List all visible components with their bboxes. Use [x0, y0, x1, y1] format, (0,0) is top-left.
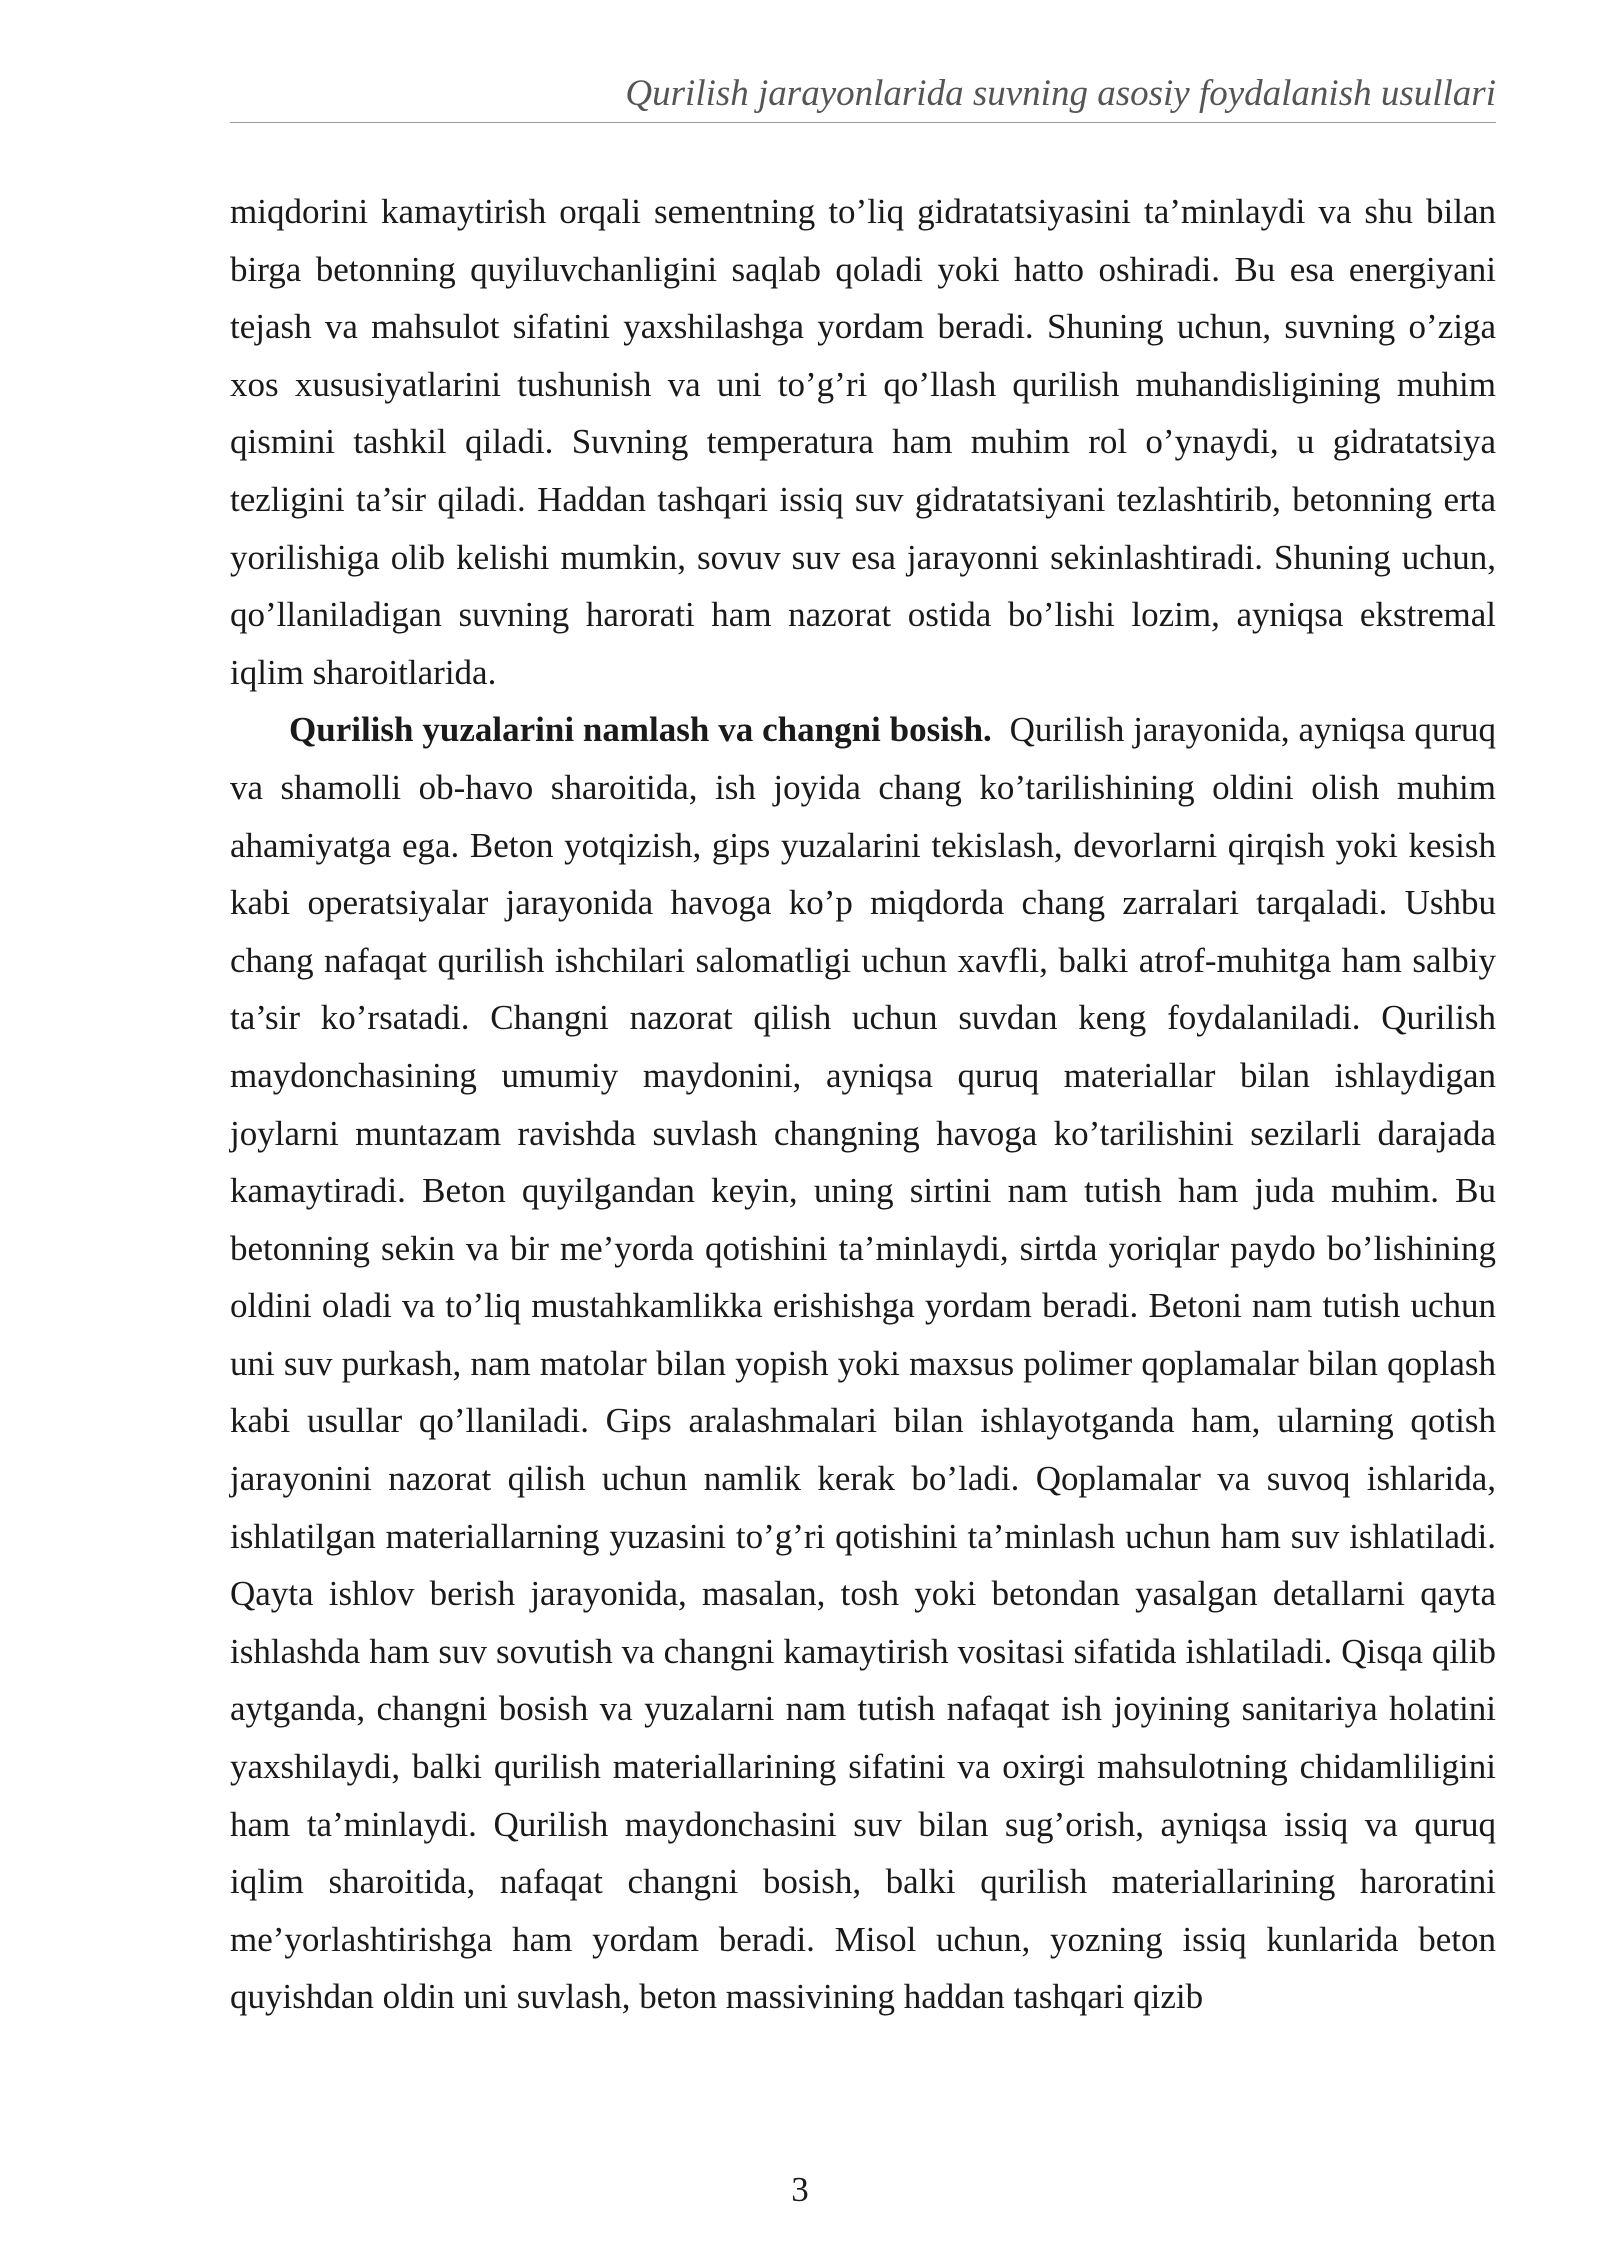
body-text — [230, 183, 1496, 2026]
paragraph-text: Qurilish jarayonida, ayniqsa quruq va shamolli ob-havo sharoitida, ish joyida chang ko’tarilishining oldini olish muhim ahamiyatga ega. Beton yotqizish, gips yuzalarini tekislash, devorlarni qirqish yoki kesish kabi operatsiyalar jarayonida havoga ko’p miqdorda chang zarralari tarqaladi. Ushbu chang nafaqat qurilish ishchilari salomatligi uchun xavfli, balki atrof-muhitga ham salbiy ta’sir ko’rsatadi. Changni nazorat qilish uchun suvdan keng foydalaniladi. Qurilish maydonchasining umumiy maydonini, ayniqsa quruq materiallar bilan ishlaydigan joylarni muntazam ravishda suvlash changning havoga ko’tarilishini sezilarli darajada kamaytiradi. Beton quyilgandan keyin, uning sirtini nam tutish ham juda muhim. Bu betonning sekin va bir me’yorda qotishini ta’minlaydi, sirtda yoriqlar paydo bo’lishining oldini oladi va to’liq mustahkamlikka erishishga yordam beradi. Betoni nam tutish uchun uni suv purkash, nam matolar bilan yopish yoki maxsus polimer qoplamalar bilan qoplash kabi usullar qo’llaniladi. Gips aralashmalari bilan ishlayotganda ham, ularning qotish jarayonini nazorat qilish uchun namlik kerak bo’ladi. Qoplamalar va suvoq ishlarida, ishlatilgan materiallarning yuzasini to’g’ri qotishini ta’minlash uchun ham suv ishlatiladi. Qayta ishlov berish jarayonida, masalan, tosh yoki betondan yasalgan detallarni qayta ishlashda ham suv sovutish va changni kamaytirish vositasi sifatida ishlatiladi. Qisqa qilib aytganda, changni bosish va yuzalarni nam tutish nafaqat ish joyining sanitariya holatini yaxshilaydi, balki qurilish materiallarining sifatini va oxirgi mahsulotning chidamliligini ham ta’minlaydi. Qurilish maydonchasini suv bilan sug’orish, ayniqsa issiq va quruq iqlim sharoitida, nafaqat changni bosish, balki qurilish materiallarining haroratini me’yorlashtirishga ham yordam beradi. Misol uchun, yozning issiq kunlarida beton quyishdan oldin uni suvlash, beton massivining haddan tashqari qizib — [230, 710, 1496, 2017]
header-divider — [230, 122, 1496, 123]
running-header: Qurilish jarayonlarida suvning asosiy foydalanish usullari — [625, 73, 1496, 114]
section-heading: Qurilish yuzalarini namlash va changni bosish. — [289, 710, 992, 750]
paragraph: miqdorini kamaytirish orqali sementning to’liq gidratatsiyasini ta’minlaydi va shu bilan birga betonning quyiluvchanligini saqlab qoladi yoki hatto oshiradi. Bu esa energiyani tejash va mahsulot sifatini yaxshilashga yordam beradi. Shuning uchun, suvning o’ziga xos xususiyatlarini tushunish va uni to’g’ri qo’llash qurilish muhandisligining muhim qismini tashkil qiladi. Suvning temperatura ham muhim rol o’ynaydi, u gidratatsiya tezligini ta’sir qiladi. Haddan tashqari issiq suv gidratatsiyani tezlashtirib, betonning erta yorilishiga olib kelishi mumkin, sovuv suv esa jarayonni sekinlashtiradi. Shuning uchun, qo’llaniladigan suvning harorati ham nazorat ostida bo’lishi lozim, ayniqsa ekstremal iqlim sharoitlarida. — [230, 192, 1496, 692]
page-number: 3 — [791, 2170, 809, 2209]
paragraph — [230, 701, 1496, 2026]
